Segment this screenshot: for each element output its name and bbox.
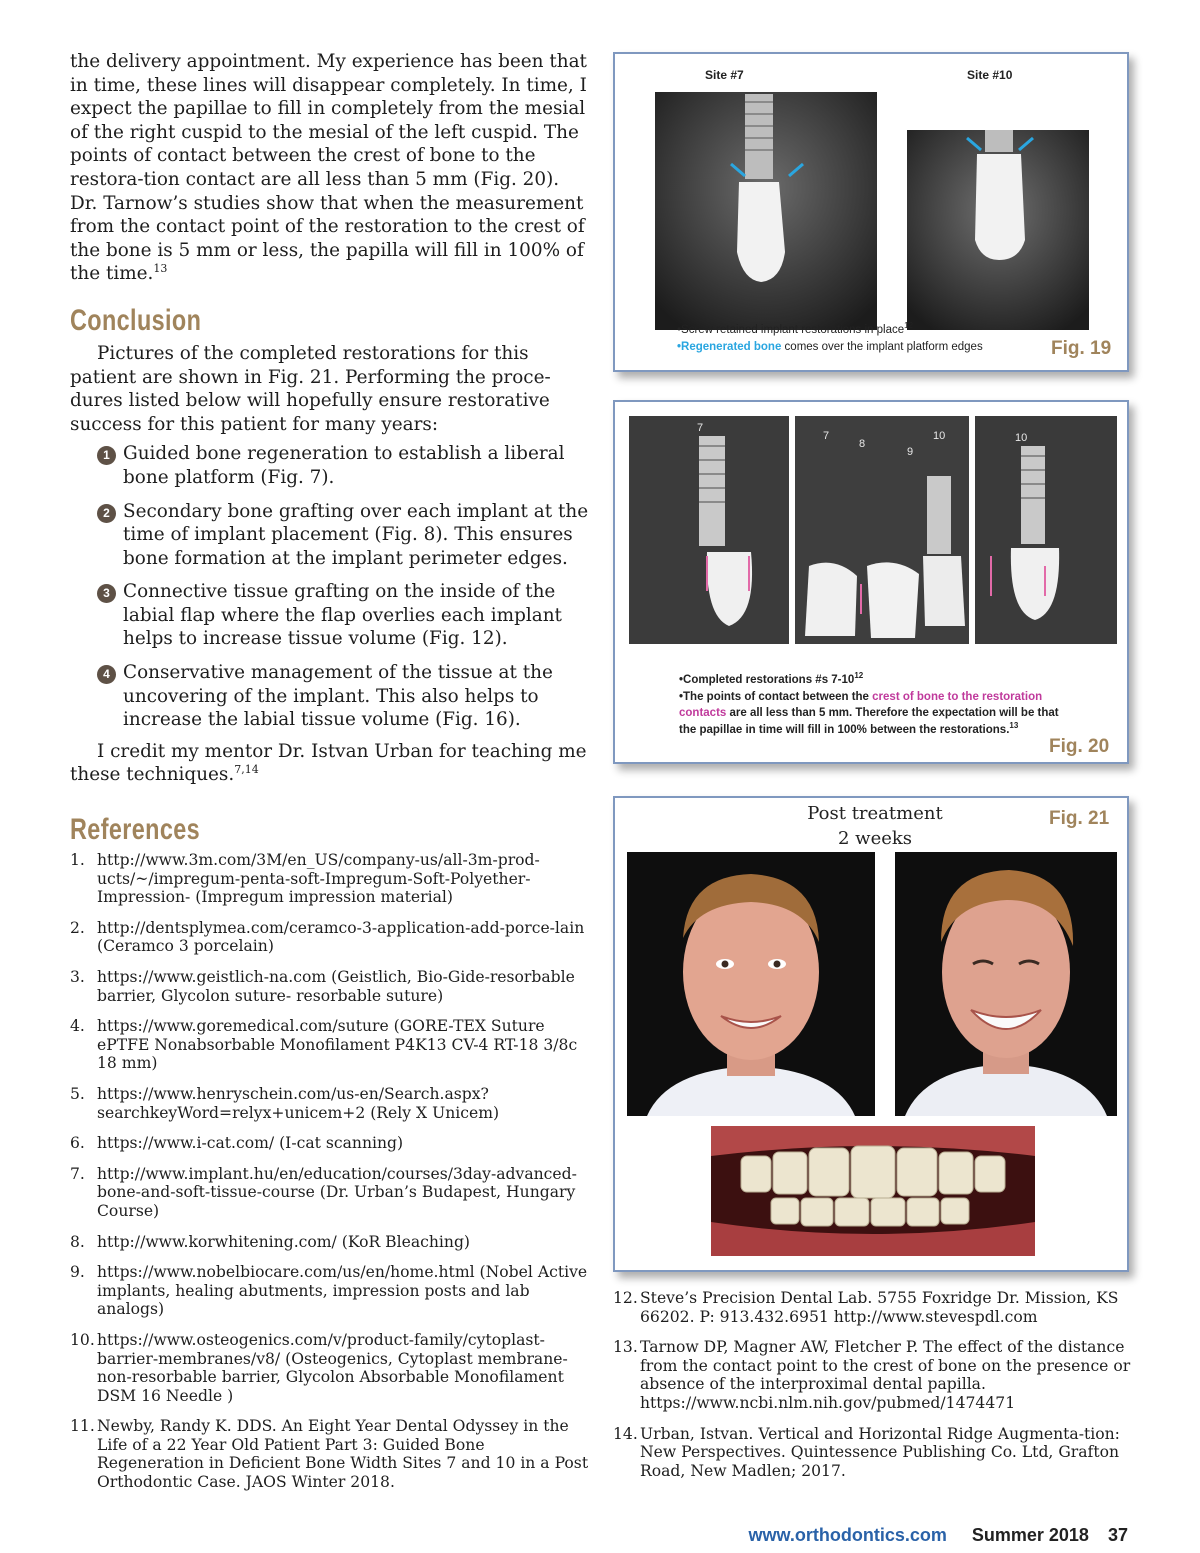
- caption-text: •The points of contact between the: [679, 690, 873, 703]
- caption-text: comes over the implant platform edges: [781, 340, 983, 353]
- conclusion-paragraph: Pictures of the completed restorations for this patient are shown in Fig. 21. Performing the proce-dures listed below will hopefully ensure restorative success for this patient for many years:: [70, 342, 551, 435]
- reference-text: https://www.osteogenics.com/v/product-family/cytoplast-barrier-membranes/v8/ (Osteogenics, Cytoplast membrane-non-resorbable barrier, Glycolon Absorbable Monofilament DSM 16 Needle ): [97, 1330, 568, 1405]
- xray-image-tooth-7: [629, 416, 789, 644]
- title-line: Post treatment: [807, 803, 943, 824]
- reference-item: [70, 1134, 590, 1153]
- xray-implant-drawing: [655, 92, 877, 330]
- reference-number: 4.: [70, 1017, 85, 1036]
- step-text: Connective tissue grafting on the inside of the labial flap where the flap overlies each implant helps to increase tissue volume (Fig. 12).: [123, 581, 562, 650]
- reference-text: Urban, Istvan. Vertical and Horizontal Ridge Augmenta-tion: New Perspectives. Quintessence Publishing Co. Ltd, Grafton Road, New Madlen; 2017.: [640, 1424, 1120, 1480]
- reference-item: [70, 1017, 590, 1073]
- portrait-illustration: [895, 852, 1117, 1116]
- reference-text: https://www.i-cat.com/ (I-cat scanning): [97, 1134, 404, 1153]
- caption-text: •Screw retained implant restorations in place: [677, 324, 905, 336]
- references-list: [70, 851, 590, 1492]
- references-list-continued: [613, 1285, 1133, 1480]
- caption-highlight: •Regenerated bone: [677, 340, 782, 353]
- citation-superscript: 12: [904, 321, 914, 331]
- list-item: [70, 661, 590, 732]
- title-line: 2 weeks: [837, 828, 913, 849]
- step-number-badge: 3: [97, 584, 116, 603]
- caption-line: [679, 672, 1071, 689]
- reference-number: 7.: [70, 1164, 85, 1183]
- caption-text: •Completed restorations #s 7-10: [679, 674, 855, 686]
- conclusion-heading: Conclusion: [70, 303, 202, 337]
- reference-item: [70, 1263, 590, 1319]
- reference-text: https://www.nobelbiocare.com/us/en/home.html (Nobel Active implants, healing abutments, impression posts and lab analogs): [97, 1263, 588, 1319]
- xray-implant-drawing: [629, 416, 789, 644]
- patient-photo-left: [627, 852, 875, 1116]
- tooth-number: 10: [933, 430, 946, 442]
- intro-paragraph: [70, 50, 590, 286]
- citation-superscript: 13: [1009, 720, 1019, 730]
- figure-20: [613, 400, 1129, 764]
- caption-line: [677, 339, 1057, 356]
- reference-text: Newby, Randy K. DDS. An Eight Year Dental Odyssey in the Life of a 22 Year Old Patient Part 3: Guided Bone Regeneration in Deficient Bone Width Sites 7 and 10 in a Post Orthodontic Case. JAOS Winter 2018.: [97, 1417, 589, 1492]
- reference-item: [613, 1338, 1133, 1412]
- teeth-illustration: [711, 1126, 1035, 1256]
- credit-text: I credit my mentor Dr. Istvan Urban for teaching me these techniques.: [70, 740, 587, 786]
- credit-paragraph: [70, 740, 590, 787]
- step-number-badge: 4: [97, 665, 116, 684]
- reference-text: https://www.henryschein.com/us-en/Search.aspx?searchkeyWord=relyx+unicem+2 (Rely X Unicem): [97, 1084, 500, 1122]
- reference-text: http://www.implant.hu/en/education/courses/3day-advanced-bone-and-soft-tissue-course (Dr. Urban’s Budapest, Hungary Course): [97, 1164, 577, 1220]
- xray-image-tooth-10: [975, 416, 1117, 644]
- citation-superscript: 7,14: [234, 763, 259, 777]
- post-treatment-title: [745, 801, 1005, 851]
- fig19-caption: [677, 322, 1057, 355]
- reference-item: [70, 919, 590, 956]
- list-item: [70, 500, 590, 571]
- site-label: Site #10: [967, 68, 1013, 82]
- tooth-number: 7: [823, 430, 830, 442]
- reference-number: 5.: [70, 1084, 85, 1103]
- intro-text: the delivery appointment. My experience has been that in time, these lines will disappear completely. In time, I expect the papillae to fill in completely from the mesial of the right cuspid to the mesial of the left cuspid. The points of contact between the crest of bone to the restora-tion contact are all less than 5 mm (Fig. 20). Dr. Tarnow’s studies show that when the measurement from the contact point of the restoration to the crest of the bone is 5 mm or less, the papilla will fill in 100% of the time.: [70, 51, 587, 285]
- fig20-caption: [679, 672, 1071, 738]
- reference-item: [70, 968, 590, 1005]
- left-column: [70, 50, 590, 1492]
- tooth-number: 8: [859, 438, 866, 450]
- reference-item: [613, 1425, 1133, 1481]
- smile-closeup-photo: [711, 1126, 1035, 1256]
- reference-item: [613, 1289, 1133, 1326]
- reference-number: 6.: [70, 1134, 85, 1153]
- citation-superscript: 12: [854, 671, 864, 681]
- tooth-number: 9: [907, 446, 914, 458]
- reference-text: Steve’s Precision Dental Lab. 5755 Foxridge Dr. Mission, KS 66202. P: 913.432.6951 http://www.stevespdl.com: [640, 1289, 1119, 1326]
- step-text: Conservative management of the tissue at the uncovering of the implant. This also helps to increase the labial tissue volume (Fig. 16).: [123, 662, 553, 731]
- steps-list: [70, 442, 590, 732]
- xray-image-teeth-7-10: [795, 416, 969, 644]
- footer-issue: Summer 2018: [971, 1525, 1089, 1545]
- caption-highlight: crest of bone to the restoration contacts: [679, 690, 1043, 719]
- tooth-number: 10: [1015, 432, 1028, 444]
- footer-url-link[interactable]: www.orthodontics.com: [748, 1525, 947, 1545]
- reference-text: http://dentsplymea.com/ceramco-3-application-add-porce-lain (Ceramco 3 porcelain): [97, 918, 585, 956]
- figure-19: [613, 52, 1129, 372]
- figure-label: Fig. 21: [1049, 808, 1110, 829]
- caption-text: are all less than 5 mm. Therefore the expectation will be that the papillae in time will fill in 100% between the restorations.: [679, 707, 1059, 736]
- reference-number: 3.: [70, 968, 85, 986]
- reference-number: 14.: [613, 1424, 638, 1443]
- portrait-illustration: [627, 852, 875, 1116]
- reference-number: 12.: [613, 1289, 638, 1307]
- step-number-badge: 2: [97, 504, 116, 523]
- reference-text: http://www.3m.com/3M/en_US/company-us/all-3m-prod-ucts/~/impregum-penta-soft-Impregum-Soft-Polyether-Impression- (Impregum impression material): [97, 851, 540, 907]
- xray-image-site-10: [907, 130, 1089, 330]
- page-number: 37: [1107, 1525, 1128, 1545]
- xray-implant-drawing: [795, 416, 969, 644]
- step-number-badge: 1: [97, 446, 116, 465]
- reference-text: https://www.geistlich-na.com (Geistlich, Bio-Gide-resorbable barrier, Glycolon suture- resorbable suture): [97, 968, 575, 1005]
- reference-item: [70, 851, 590, 907]
- xray-implant-drawing: [907, 130, 1089, 330]
- step-text: Secondary bone grafting over each implant at the time of implant placement (Fig. 8). This ensures bone formation at the implant perimeter edges.: [123, 500, 589, 569]
- xray-implant-drawing: [975, 416, 1117, 644]
- reference-number: 8.: [70, 1232, 85, 1251]
- reference-text: Tarnow DP, Magner AW, Fletcher P. The effect of the distance from the contact point to the crest of bone on the presence or absence of the interproximal dental papilla. https://www.ncbi.nlm.nih.gov/pubmed/1474471: [640, 1338, 1131, 1412]
- reference-text: http://www.korwhitening.com/ (KoR Bleaching): [97, 1232, 471, 1251]
- citation-superscript: 13: [153, 262, 168, 276]
- reference-number: 1.: [70, 851, 85, 870]
- reference-number: 13.: [613, 1338, 638, 1357]
- patient-photo-right: [895, 852, 1117, 1116]
- site-label: Site #7: [705, 68, 744, 82]
- reference-number: 2.: [70, 918, 85, 937]
- page-footer: [749, 1525, 1128, 1546]
- reference-number: 11.: [70, 1417, 95, 1436]
- list-item: [70, 442, 590, 489]
- xray-image-site-7: [655, 92, 877, 330]
- reference-text: https://www.goremedical.com/suture (GORE-TEX Suture ePTFE Nonabsorbable Monofilament P4K13 CV-4 RT-18 3/8c 18 mm): [97, 1017, 578, 1073]
- references-heading: References: [70, 813, 201, 847]
- reference-number: 9.: [70, 1263, 85, 1282]
- caption-line: [679, 689, 1071, 739]
- list-item: [70, 580, 590, 651]
- reference-item: [70, 1165, 590, 1221]
- reference-item: [70, 1085, 590, 1122]
- reference-number: 10.: [70, 1330, 95, 1349]
- step-text: Guided bone regeneration to establish a liberal bone platform (Fig. 7).: [123, 443, 565, 488]
- reference-item: [70, 1233, 590, 1252]
- reference-item: [70, 1417, 590, 1491]
- tooth-number: 7: [697, 422, 704, 434]
- figure-label: Fig. 20: [1049, 736, 1110, 757]
- figure-21: [613, 796, 1129, 1272]
- figure-label: Fig. 19: [1051, 338, 1112, 359]
- reference-item: [70, 1331, 590, 1405]
- caption-line: [677, 322, 1057, 339]
